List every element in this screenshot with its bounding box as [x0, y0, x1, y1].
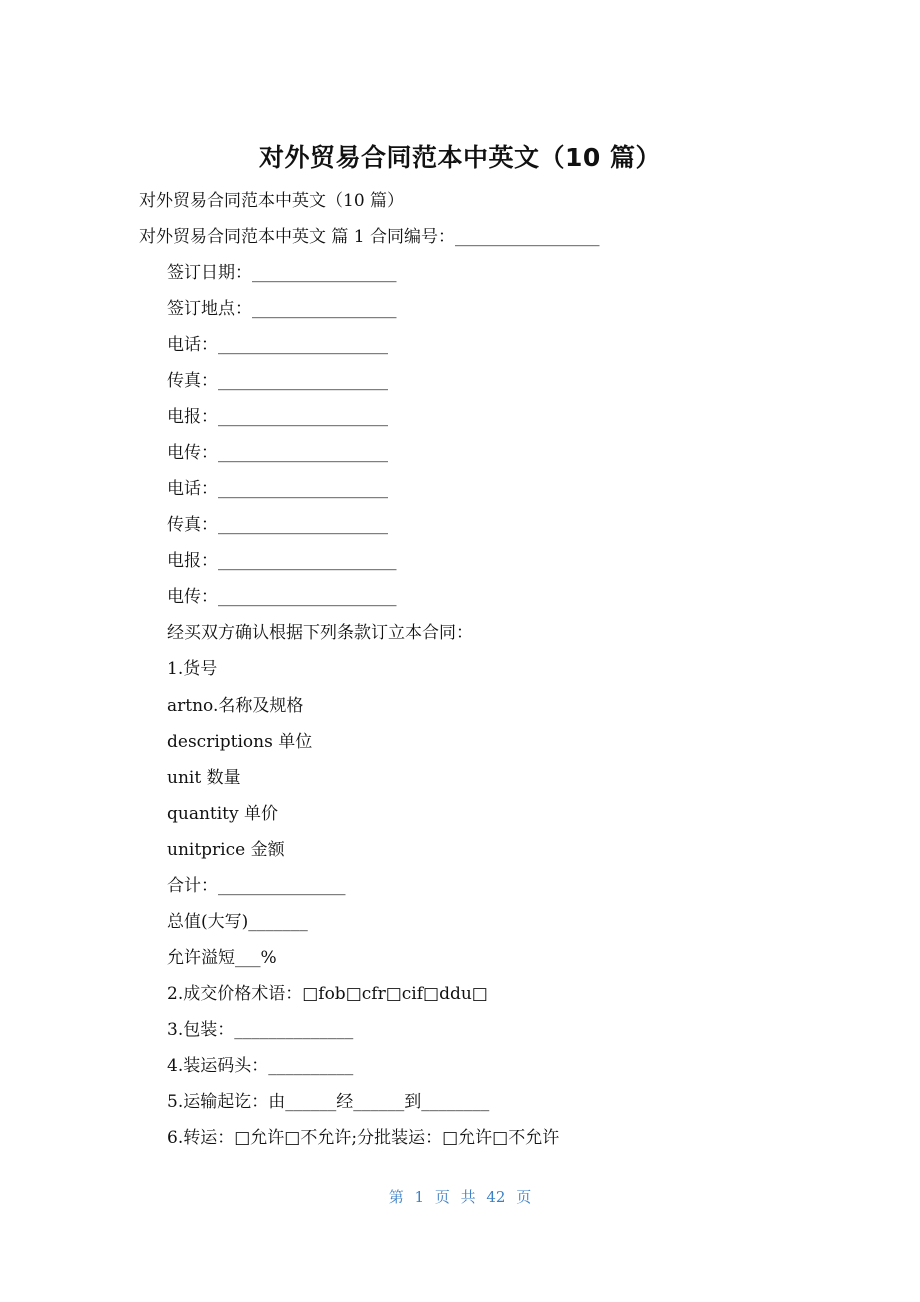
- total-value-line: 总值(大写)_______: [167, 912, 308, 932]
- packing-line: 3.包装：______________: [167, 1020, 354, 1040]
- tolerance-line: 允许溢短___%: [167, 948, 277, 968]
- unitprice-line: unitprice 金额: [167, 840, 285, 860]
- agreement-intro: 经买双方确认根据下列条款订立本合同：: [167, 623, 473, 643]
- telegram-line-2: 电报：_____________________: [167, 551, 397, 571]
- transshipment-line: 6.转运：□允许□不允许;分批装运：□允许□不允许: [167, 1128, 560, 1148]
- transport-route-line: 5.运输起讫：由______经______到________: [167, 1092, 490, 1112]
- page-footer: 第 1 页 共 42 页: [388, 1188, 532, 1206]
- telex-line: 电传：____________________: [167, 443, 388, 463]
- item-number-line: 1.货号: [167, 659, 218, 679]
- telegram-line: 电报：____________________: [167, 407, 388, 427]
- artno-line: artno.名称及规格: [167, 696, 304, 716]
- subtitle-line: 对外贸易合同范本中英文（10 篇）: [139, 191, 405, 211]
- sign-date-line: 签订日期：_________________: [167, 263, 397, 283]
- phone-line: 电话：____________________: [167, 335, 388, 355]
- price-terms-line: 2.成交价格术语：□fob□cfr□cif□ddu□: [167, 984, 488, 1004]
- unit-line: unit 数量: [167, 768, 241, 788]
- fax-line: 传真：____________________: [167, 371, 388, 391]
- total-line: 合计：_______________: [167, 876, 346, 896]
- quantity-line: quantity 单价: [167, 804, 279, 824]
- contract-number-line: 对外贸易合同范本中英文 篇 1 合同编号：_________________: [139, 227, 600, 247]
- descriptions-line: descriptions 单位: [167, 732, 313, 752]
- fax-line-2: 传真：____________________: [167, 515, 388, 535]
- sign-place-line: 签订地点：_________________: [167, 299, 397, 319]
- document-title: 对外贸易合同范本中英文（10 篇）: [259, 143, 661, 172]
- telex-line-2: 电传：_____________________: [167, 587, 397, 607]
- phone-line-2: 电话：____________________: [167, 479, 388, 499]
- loading-port-line: 4.装运码头：__________: [167, 1056, 354, 1076]
